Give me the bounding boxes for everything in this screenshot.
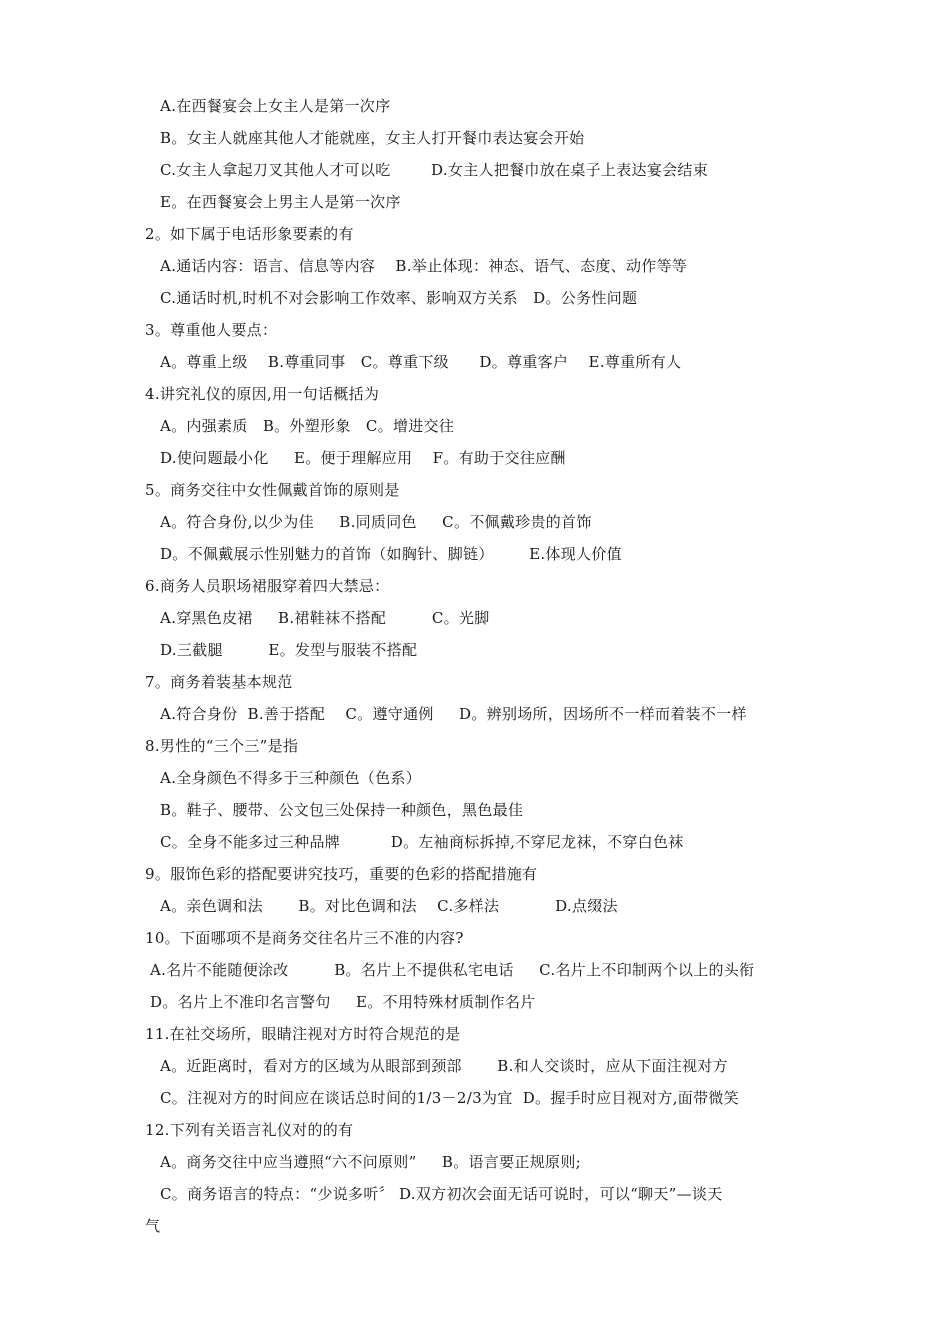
option-line: A.通话内容：语言、信息等内容 B.举止体现：神态、语气、态度、动作等等 — [160, 257, 688, 275]
question-line: 4.讲究礼仪的原因,用一句话概括为 — [145, 385, 380, 403]
option-line: A.穿黑色皮裙 B.裙鞋袜不搭配 C。光脚 — [160, 609, 490, 627]
option-line: A.符合身份 B.善于搭配 C。遵守通例 D。辨别场所，因场所不一样而着装不一样 — [160, 705, 747, 723]
option-line: A。符合身份,以少为佳 B.同质同色 C。不佩戴珍贵的首饰 — [160, 513, 592, 531]
option-line: A。商务交往中应当遵照“六不问原则” B。语言要正规原则; — [160, 1153, 581, 1171]
option-line: C.通话时机,时机不对会影响工作效率、影响双方关系 D。公务性问题 — [160, 289, 638, 307]
question-line: 10。下面哪项不是商务交往名片三不准的内容? — [145, 929, 464, 947]
option-line: A.全身颜色不得多于三种颜色（色系） — [160, 769, 422, 787]
continuation-line: 气 — [145, 1217, 161, 1235]
option-line: D。不佩戴展示性别魅力的首饰（如胸针、脚链） E.体现人价值 — [160, 545, 622, 563]
question-line: 3。尊重他人要点： — [145, 321, 278, 339]
option-line: A.名片不能随便涂改 B。名片上不提供私宅电话 C.名片上不印制两个以上的头衔 — [150, 961, 755, 979]
option-line: C。商务语言的特点：“少说多听〞 D.双方初次会面无话可说时，可以“聊天”—谈天 — [160, 1185, 723, 1203]
question-line: 8.男性的“三个三”是指 — [145, 737, 299, 755]
option-line: D.使问题最小化 E。便于理解应用 F。有助于交往应酬 — [160, 449, 566, 467]
option-line: C。全身不能多过三种品牌 D。左袖商标拆掉,不穿尼龙袜，不穿白色袜 — [160, 833, 684, 851]
question-line: 6.商务人员职场裙服穿着四大禁忌： — [145, 577, 390, 595]
option-line: E。在西餐宴会上男主人是第一次序 — [160, 193, 401, 211]
question-line: 7。商务着装基本规范 — [145, 673, 293, 691]
option-line: A。尊重上级 B.尊重同事 C。尊重下级 D。尊重客户 E.尊重所有人 — [160, 353, 682, 371]
option-line: C。注视对方的时间应在谈话总时间的1/3－2/3为宜 D。握手时应目视对方,面带微笑 — [160, 1089, 739, 1107]
question-line: 9。服饰色彩的搭配要讲究技巧，重要的色彩的搭配措施有 — [145, 865, 538, 883]
question-line: 11.在社交场所，眼睛注视对方时符合规范的是 — [145, 1025, 461, 1043]
option-line: A。近距离时，看对方的区域为从眼部到颈部 B.和人交谈时，应从下面注视对方 — [160, 1057, 728, 1075]
option-line: C.女主人拿起刀叉其他人才可以吃 D.女主人把餐巾放在桌子上表达宴会结束 — [160, 161, 709, 179]
option-line: B。鞋子、腰带、公文包三处保持一种颜色，黑色最佳 — [160, 801, 524, 819]
question-line: 12.下列有关语言礼仪对的的有 — [145, 1121, 354, 1139]
option-line: A。亲色调和法 B。对比色调和法 C.多样法 D.点缀法 — [160, 897, 618, 915]
option-line: A。内强素质 B。外塑形象 C。增进交往 — [160, 417, 455, 435]
question-line: 2。如下属于电话形象要素的有 — [145, 225, 354, 243]
question-line: 5。商务交往中女性佩戴首饰的原则是 — [145, 481, 400, 499]
option-line: B。女主人就座其他人才能就座，女主人打开餐巾表达宴会开始 — [160, 129, 585, 147]
option-line: A.在西餐宴会上女主人是第一次序 — [160, 97, 391, 115]
option-line: D.三截腿 E。发型与服装不搭配 — [160, 641, 418, 659]
option-line: D。名片上不准印名言警句 E。不用特殊材质制作名片 — [150, 993, 536, 1011]
